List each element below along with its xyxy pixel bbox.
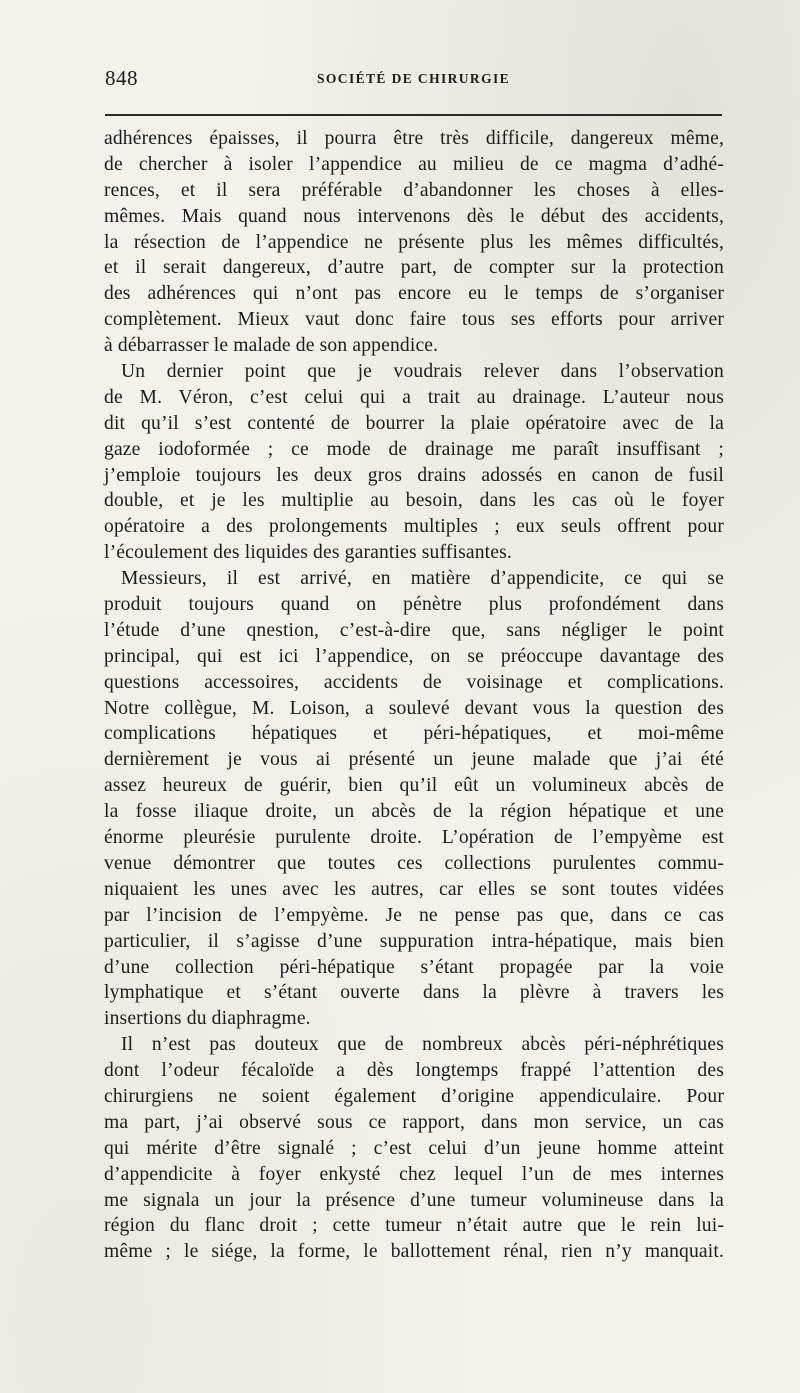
text-line: j’emploie toujours les deux gros drains adossés en canon de fusil bbox=[104, 464, 724, 486]
paragraph-start-line: Un dernier point que je voudrais relever dans l’observation bbox=[121, 361, 724, 383]
header-rule bbox=[105, 114, 722, 116]
text-line: double, et je les multiplie au besoin, dans les cas où le foyer bbox=[104, 490, 724, 512]
text-line: complications hépatiques et péri-hépatiques, et moi-même bbox=[104, 723, 724, 745]
text-line: région du flanc droit ; cette tumeur n’était autre que le rein lui- bbox=[104, 1215, 724, 1237]
body-text bbox=[104, 126, 724, 1265]
text-line: la résection de l’appendice ne présente plus les mêmes difficultés, bbox=[104, 231, 724, 253]
text-line: mêmes. Mais quand nous intervenons dès le début des accidents, bbox=[104, 205, 724, 227]
text-line: d’appendicite à foyer enkysté chez lequel l’un de mes internes bbox=[104, 1163, 724, 1185]
text-line: produit toujours quand on pénètre plus profondément dans bbox=[104, 594, 724, 616]
text-line: chirurgiens ne soient également d’origine appendiculaire. Pour bbox=[104, 1085, 724, 1107]
text-line: lymphatique et s’étant ouverte dans la plèvre à travers les bbox=[104, 982, 724, 1004]
text-line: dont l’odeur fécaloïde a dès longtemps frappé l’attention des bbox=[104, 1060, 724, 1082]
text-line: qui mérite d’être signalé ; c’est celui d’un jeune homme atteint bbox=[104, 1137, 724, 1159]
text-line: la fosse iliaque droite, un abcès de la région hépatique et une bbox=[104, 801, 724, 823]
text-line: ma part, j’ai observé sous ce rapport, dans mon service, un cas bbox=[104, 1111, 724, 1133]
text-line: complètement. Mieux vaut donc faire tous ses efforts pour arriver bbox=[104, 309, 724, 331]
text-line: opératoire a des prolongements multiples ; eux seuls offrent pour bbox=[104, 516, 724, 538]
paragraph-start-line: Il n’est pas douteux que de nombreux abcès péri-néphrétiques bbox=[121, 1034, 724, 1056]
text-line: assez heureux de guérir, bien qu’il eût un volumineux abcès de bbox=[104, 775, 724, 797]
text-line: rences, et il sera préférable d’abandonner les choses à elles- bbox=[104, 179, 724, 201]
text-line: d’une collection péri-hépatique s’étant propagée par la voie bbox=[104, 956, 724, 978]
text-line: même ; le siége, la forme, le ballottement rénal, rien n’y manquait. bbox=[104, 1241, 724, 1263]
text-line: et il serait dangereux, d’autre part, de compter sur la protection bbox=[104, 257, 724, 279]
text-line: par l’incision de l’empyème. Je ne pense pas que, dans ce cas bbox=[104, 904, 724, 926]
text-line: dit qu’il s’est contenté de bourrer la plaie opératoire avec de la bbox=[104, 412, 724, 434]
text-line: des adhérences qui n’ont pas encore eu le temps de s’organiser bbox=[104, 283, 724, 305]
text-line: particulier, il s’agisse d’une suppuration intra-hépatique, mais bien bbox=[104, 930, 724, 952]
text-line: énorme pleurésie purulente droite. L’opération de l’empyème est bbox=[104, 827, 724, 849]
text-line: venue démontrer que toutes ces collections purulentes commu- bbox=[104, 852, 724, 874]
text-line: me signala un jour la présence d’une tumeur volumineuse dans la bbox=[104, 1189, 724, 1211]
text-line: de M. Véron, c’est celui qui a trait au drainage. L’auteur nous bbox=[104, 386, 724, 408]
page-header bbox=[105, 66, 725, 96]
text-line: l’étude d’une qnestion, c’est-à-dire que, sans négliger le point bbox=[104, 619, 724, 641]
text-line: niquaient les unes avec les autres, car elles se sont toutes vidées bbox=[104, 878, 724, 900]
running-title: SOCIÉTÉ DE CHIRURGIE bbox=[317, 71, 511, 86]
text-line: de chercher à isoler l’appendice au milieu de ce magma d’adhé- bbox=[104, 153, 724, 175]
text-line: dernièrement je vous ai présenté un jeune malade que j’ai été bbox=[104, 749, 724, 771]
paragraph-start-line: Messieurs, il est arrivé, en matière d’appendicite, ce qui se bbox=[121, 568, 724, 590]
text-line: à débarrasser le malade de son appendice. bbox=[104, 335, 439, 357]
text-line: principal, qui est ici l’appendice, on se préoccupe davantage des bbox=[104, 645, 724, 667]
text-line: insertions du diaphragme. bbox=[104, 1008, 311, 1030]
text-line: adhérences épaisses, il pourra être très difficile, dangereux même, bbox=[104, 128, 724, 149]
text-line: questions accessoires, accidents de voisinage et complications. bbox=[104, 671, 724, 693]
text-line: l’écoulement des liquides des garanties suffisantes. bbox=[104, 542, 512, 564]
text-line: gaze iodoformée ; ce mode de drainage me paraît insuffisant ; bbox=[104, 438, 724, 460]
page-number: 848 bbox=[105, 66, 138, 90]
text-line: Notre collègue, M. Loison, a soulevé devant vous la question des bbox=[104, 697, 724, 719]
